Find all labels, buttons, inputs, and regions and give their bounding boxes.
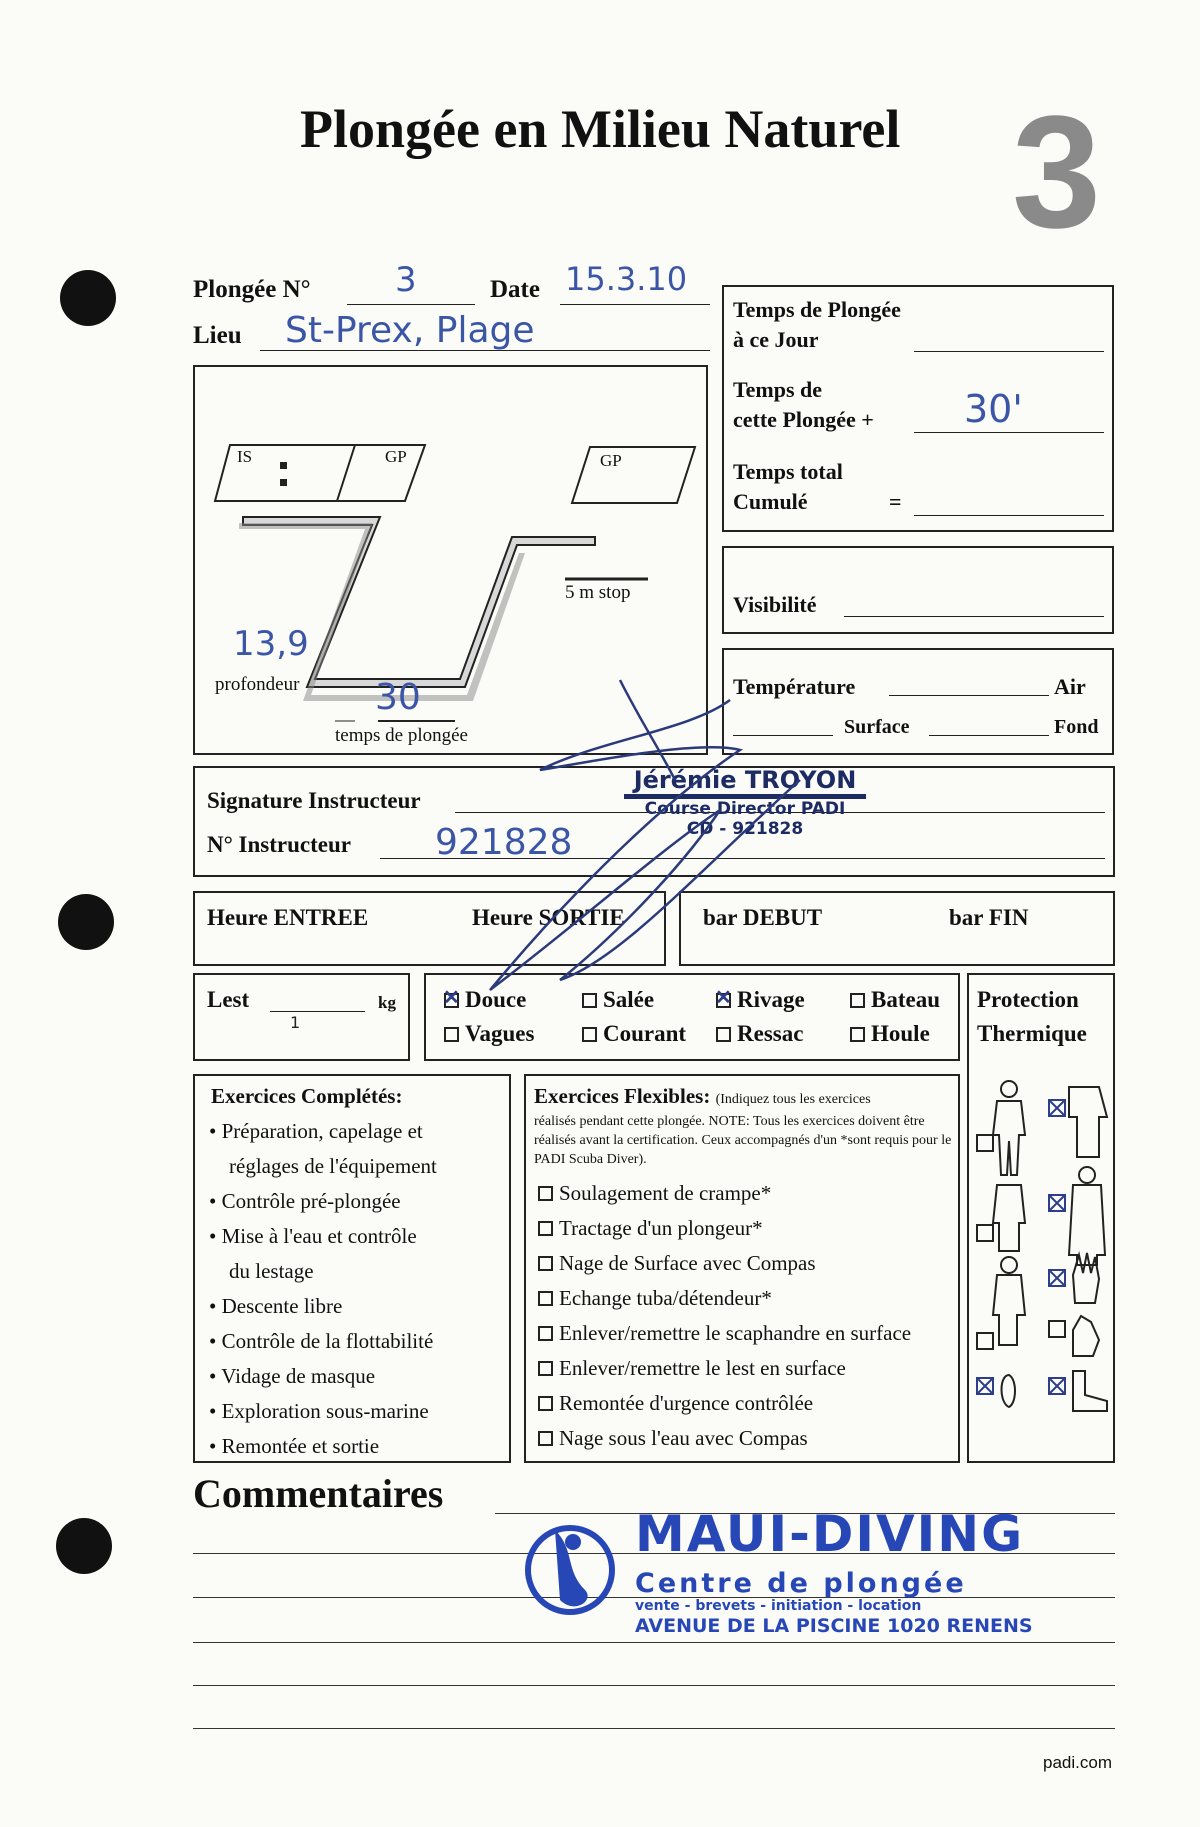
stamp-instructor-id: CD - 921828 (686, 819, 804, 839)
instructor-number-value[interactable]: 921828 (435, 822, 573, 863)
checkbox-icon[interactable] (538, 1186, 553, 1201)
time-to-date-line (914, 351, 1104, 352)
binder-hole-bottom (56, 1518, 112, 1574)
place-value[interactable]: St-Prex, Plage (285, 310, 535, 351)
completed-exercises-title: Exercices Complétés: (211, 1084, 403, 1108)
flexible-exercises-box (524, 1074, 960, 1463)
instructor-number-label: N° Instructeur (207, 832, 351, 857)
comments-line-5[interactable] (193, 1685, 1115, 1686)
is-label: IS (237, 447, 253, 466)
visibility-box (722, 546, 1114, 634)
gp-label: GP (385, 447, 407, 466)
diver-swimsuit-icon (993, 1081, 1025, 1175)
exit-time-label: Heure SORTIE (472, 905, 625, 930)
temperature-label: Température (733, 674, 856, 699)
completed-item-4: • Descente libre (209, 1294, 343, 1318)
mitten-icon (1073, 1316, 1099, 1356)
signature-label: Signature Instructeur (207, 788, 421, 813)
binder-hole-middle (58, 894, 114, 950)
vest-icon (993, 1185, 1025, 1251)
flexible-exercises-note: réalisés pendant cette plongée. NOTE: Tous les exercices doivent être réalisés avant la certification. Ceux accompagnés d'un *sont requis pour le PADI Scuba Diver). (534, 1114, 952, 1167)
depth-label: profondeur (215, 674, 300, 695)
this-dive-label-1: Temps de (733, 377, 823, 402)
surface-temp-line-left (733, 735, 833, 736)
completed-item-6: • Vidage de masque (209, 1364, 376, 1388)
flexible-item-6[interactable]: Enlever/remettre le lest en surface (538, 1356, 846, 1381)
shorty-suit-icon (1069, 1087, 1107, 1157)
entry-time-label: Heure ENTREE (207, 905, 369, 930)
completed-item-3: • Mise à l'eau et contrôle (209, 1224, 417, 1248)
time-to-date-label-2: à ce Jour (733, 327, 819, 352)
stop-label: 5 m stop (565, 582, 631, 603)
weight-line (270, 1011, 365, 1012)
completed-item-1: • Préparation, capelage et (209, 1119, 423, 1143)
this-dive-value[interactable]: 30' (964, 387, 1023, 431)
completed-item-3b: du lestage (229, 1259, 314, 1283)
completed-item-1b: réglages de l'équipement (229, 1154, 437, 1178)
checkbox-icon[interactable] (538, 1326, 553, 1341)
protection-label-1: Protection (977, 987, 1079, 1012)
checkbox-icon[interactable] (444, 993, 459, 1008)
bar-end-label: bar FIN (949, 905, 1029, 930)
completed-item-8: • Remontée et sortie (209, 1434, 380, 1458)
date-value[interactable]: 15.3.10 (565, 260, 688, 298)
page-title: Plongée en Milieu Naturel (300, 99, 901, 159)
checkbox-icon[interactable] (716, 1027, 731, 1042)
checkbox-icon[interactable] (538, 1221, 553, 1236)
checkbox-icon[interactable] (538, 1431, 553, 1446)
flexible-item-4[interactable]: Echange tuba/détendeur* (538, 1286, 772, 1311)
module-number: 3 (1012, 82, 1101, 261)
checkbox-icon[interactable] (538, 1291, 553, 1306)
air-temp-line (889, 695, 1049, 696)
entry-exit-box (193, 891, 666, 966)
comments-line-4[interactable] (193, 1642, 1115, 1643)
checkbox-icon[interactable] (538, 1361, 553, 1376)
checkbox-icon[interactable] (716, 993, 731, 1008)
weight-box (193, 973, 410, 1061)
date-label: Date (490, 276, 540, 303)
checkbox-icon[interactable] (538, 1256, 553, 1271)
flexible-item-1[interactable]: Soulagement de crampe* (538, 1181, 771, 1206)
dive-number-value[interactable]: 3 (395, 260, 417, 300)
dive-number-label: Plongée N° (193, 276, 311, 303)
time-value[interactable]: 30 (375, 677, 421, 718)
conditions-box (424, 973, 960, 1061)
condition-bateau[interactable]: Bateau (850, 987, 940, 1013)
total-time-equals: = (889, 489, 902, 514)
dive-time-box (722, 285, 1114, 532)
gecko-logo-icon (515, 1510, 625, 1630)
hood-icon (1002, 1375, 1016, 1407)
bottom-label: Fond (1054, 716, 1099, 738)
total-time-label-2: Cumulé (733, 489, 808, 514)
checkbox-icon[interactable] (582, 1027, 597, 1042)
checkbox-icon[interactable] (582, 993, 597, 1008)
time-label: temps de plongée (335, 725, 468, 746)
condition-salee[interactable]: Salée (582, 987, 654, 1013)
instructor-box (193, 766, 1115, 877)
completed-item-5: • Contrôle de la flottabilité (209, 1329, 434, 1353)
condition-vagues[interactable]: Vagues (444, 1021, 534, 1047)
condition-houle[interactable]: Houle (850, 1021, 930, 1047)
stamp-center-address: AVENUE DE LA PISCINE 1020 RENENS (635, 1615, 1033, 1637)
comments-line-6[interactable] (193, 1728, 1115, 1729)
checkbox-icon[interactable] (850, 993, 865, 1008)
flexible-item-8[interactable]: Nage sous l'eau avec Compas (538, 1426, 808, 1451)
comments-label: Commentaires (193, 1471, 444, 1516)
time-to-date-label-1: Temps de Plongée (733, 297, 901, 322)
footer-site: padi.com (1043, 1753, 1112, 1772)
instructor-stamp (595, 766, 895, 839)
full-suit-icon (1069, 1167, 1105, 1265)
thermal-protection-box (967, 973, 1115, 1463)
surface-label: Surface (844, 716, 910, 738)
visibility-label: Visibilité (733, 592, 817, 617)
date-line (560, 304, 710, 305)
visibility-line (844, 616, 1104, 617)
flexible-item-3[interactable]: Nage de Surface avec Compas (538, 1251, 816, 1276)
place-label: Lieu (193, 322, 242, 349)
stamp-center-line2: vente - brevets - initiation - location (635, 1598, 922, 1614)
dive-number-line (347, 304, 475, 305)
condition-douce[interactable]: ✕ Douce (444, 987, 526, 1013)
weight-value[interactable]: 1 (290, 1013, 301, 1032)
this-dive-label-2: cette Plongée + (733, 407, 874, 432)
this-dive-line (914, 432, 1104, 433)
stamp-center-line1: Centre de plongée (635, 1568, 967, 1599)
depth-value[interactable]: 13,9 (233, 624, 309, 664)
diving-suits-icons (969, 1075, 1117, 1455)
completed-item-2: • Contrôle pré-plongée (209, 1189, 401, 1213)
dive-profile-box (193, 365, 708, 755)
bar-start-label: bar DEBUT (703, 905, 823, 930)
binder-hole-top (60, 270, 116, 326)
bottom-temp-line (929, 735, 1049, 736)
flexible-item-5[interactable]: Enlever/remettre le scaphandre en surface (538, 1321, 911, 1346)
weight-label: Lest (207, 987, 250, 1012)
glove-icon (1073, 1253, 1099, 1303)
flexible-item-7[interactable]: Remontée d'urgence contrôlée (538, 1391, 813, 1416)
drysuit-icon (993, 1257, 1025, 1345)
checkbox-icon[interactable] (538, 1396, 553, 1411)
checkbox-icon[interactable] (850, 1027, 865, 1042)
completed-item-7: • Exploration sous-marine (209, 1399, 429, 1423)
total-time-line (914, 515, 1104, 516)
completed-exercises-box (193, 1074, 511, 1463)
temperature-box (722, 648, 1114, 755)
stamp-instructor-title: Course Director PADI (644, 799, 846, 819)
bar-pressure-box (679, 891, 1115, 966)
checkbox-icon[interactable] (444, 1027, 459, 1042)
flexible-item-2[interactable]: Tractage d'un plongeur* (538, 1216, 763, 1241)
weight-unit: kg (378, 993, 396, 1012)
flexible-exercises-title: Exercices Flexibles: (Indiquez tous les exercices (534, 1084, 871, 1108)
stamp-center-name: MAUI-DIVING (635, 1505, 1025, 1563)
stamp-instructor-name: Jérémie TROYON (624, 766, 867, 799)
protection-label-2: Thermique (977, 1021, 1087, 1046)
dive-profile-diagram (195, 367, 710, 757)
condition-rivage[interactable]: ✕ Rivage (716, 987, 805, 1013)
air-label: Air (1054, 674, 1086, 699)
boot-icon (1073, 1371, 1107, 1411)
condition-courant[interactable]: Courant (582, 1021, 686, 1047)
gp-label-right: GP (600, 451, 622, 470)
condition-ressac[interactable]: Ressac (716, 1021, 803, 1047)
total-time-label-1: Temps total (733, 459, 843, 484)
